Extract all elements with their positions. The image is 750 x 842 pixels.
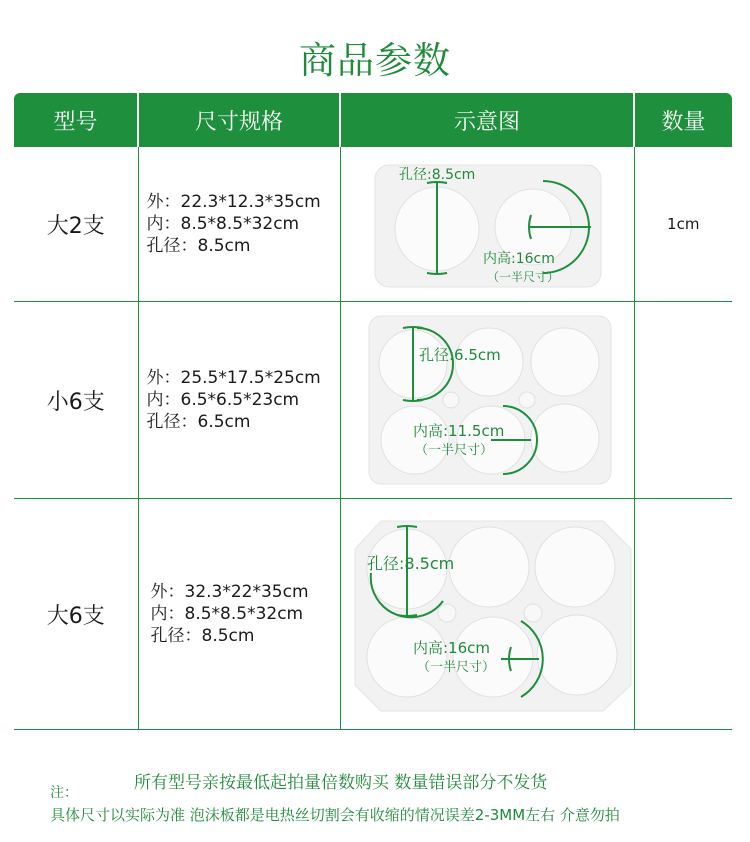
header-quantity: 数量 — [634, 93, 732, 147]
header-size: 尺寸规格 — [138, 93, 340, 147]
diagram-cell — [340, 302, 634, 499]
hole-diameter-label: 孔径:8.5cm — [366, 554, 454, 573]
hole-diameter-label: 孔径:8.5cm — [398, 167, 475, 183]
diagram-cell — [340, 147, 634, 302]
half-size-label: （一半尺寸） — [414, 443, 493, 458]
quantity-cell: 1cm — [634, 147, 732, 302]
spec-cell — [138, 499, 340, 730]
spec-hole: 孔径：6.5cm — [146, 412, 251, 432]
table-row — [14, 147, 732, 302]
spec-hole: 孔径：8.5cm — [150, 626, 255, 646]
foam-diagram-6-hole-small — [341, 302, 635, 498]
header-diagram: 示意图 — [340, 93, 634, 147]
quantity-cell — [634, 499, 732, 730]
foam-diagram-2-hole — [341, 147, 635, 301]
table-header-row — [14, 93, 732, 147]
spec-inner: 内：8.5*8.5*32cm — [146, 214, 300, 234]
table-row — [14, 499, 732, 730]
spec-inner: 内：6.5*6.5*23cm — [146, 390, 300, 410]
hole-diameter-label: 孔径:6.5cm — [418, 346, 501, 364]
spec-cell — [138, 147, 340, 302]
inner-height-label: 内高:16cm — [412, 639, 490, 657]
half-size-label: （一半尺寸） — [416, 660, 495, 675]
spec-cell — [138, 302, 340, 499]
model-name: 大2支 — [14, 147, 138, 302]
params-table — [14, 93, 732, 730]
diagram-cell — [340, 499, 634, 730]
table-row — [14, 302, 732, 499]
inner-height-label: 内高:11.5cm — [412, 422, 504, 440]
inner-height-label: 内高:16cm — [482, 251, 555, 267]
model-name: 小6支 — [14, 302, 138, 499]
notes-line-2: 具体尺寸以实际为准 泡沫板都是电热丝切割会有收缩的情况误差2-3MM左右 介意勿拍 — [50, 806, 620, 824]
notes-label: 注： — [50, 785, 78, 801]
model-name: 大6支 — [14, 499, 138, 730]
spec-inner: 内：8.5*8.5*32cm — [150, 604, 304, 624]
half-size-label: （一半尺寸） — [486, 270, 559, 284]
header-model: 型号 — [14, 93, 138, 147]
spec-hole: 孔径：8.5cm — [146, 236, 251, 256]
spec-outer: 外：25.5*17.5*25cm — [146, 368, 321, 388]
spec-outer: 外：22.3*12.3*35cm — [146, 192, 321, 212]
notes-line-1: 所有型号亲按最低起拍量倍数购买 数量错误部分不发货 — [134, 773, 548, 793]
spec-outer: 外：32.3*22*35cm — [150, 582, 309, 602]
foam-diagram-6-hole-large — [341, 499, 635, 729]
quantity-cell — [634, 302, 732, 499]
page-title: 商品参数 — [299, 39, 451, 82]
